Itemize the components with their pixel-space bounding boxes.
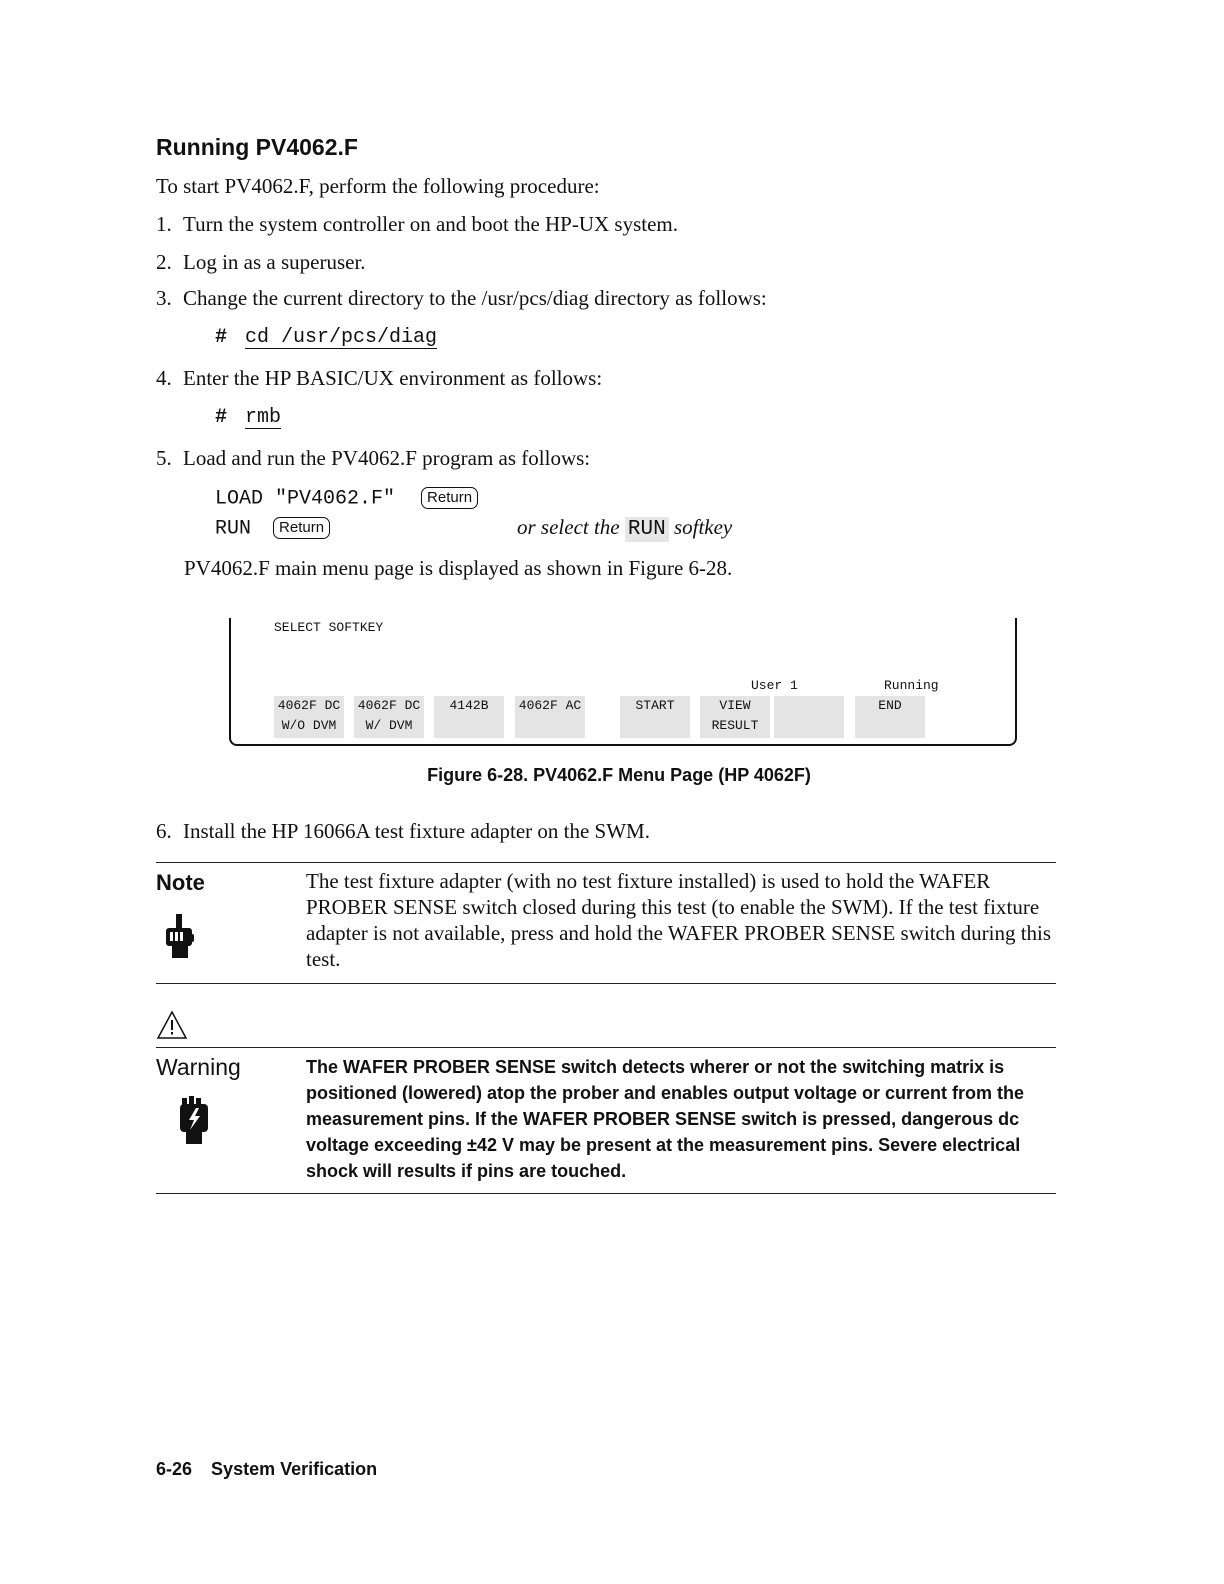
step-2 bbox=[156, 250, 366, 275]
run-command-line bbox=[215, 517, 330, 540]
warning-bottom-rule bbox=[156, 1193, 1056, 1194]
intro-text: To start PV4062.F, perform the following procedure: bbox=[156, 174, 600, 198]
note-top-rule bbox=[156, 862, 1056, 863]
softkey-label: RESULT bbox=[711, 718, 759, 733]
warning-triangle-icon bbox=[156, 1010, 188, 1044]
softkey-label: 4062F DC bbox=[357, 698, 421, 713]
hint-suffix: softkey bbox=[673, 515, 733, 539]
return-key: Return bbox=[273, 517, 330, 539]
hint-prefix: or select the bbox=[517, 515, 620, 539]
menu-screen bbox=[229, 618, 1017, 746]
step-5 bbox=[156, 446, 590, 471]
softkey-label: W/O DVM bbox=[281, 718, 337, 733]
step-4 bbox=[156, 366, 602, 391]
step-text: Install the HP 16066A test fixture adapter on the SWM. bbox=[183, 819, 650, 843]
load-command: LOAD "PV4062.F" bbox=[215, 487, 396, 511]
step-number: 1. bbox=[156, 212, 172, 236]
softkey-label: 4142B bbox=[449, 698, 489, 713]
menu-page-note: PV4062.F main menu page is displayed as shown in Figure 6-28. bbox=[184, 556, 733, 580]
warning-label: Warning bbox=[156, 1054, 241, 1080]
return-key: Return bbox=[421, 487, 478, 509]
run-softkey: RUN bbox=[625, 517, 669, 542]
pointing-hand-icon bbox=[162, 912, 198, 964]
step-number: 4. bbox=[156, 366, 172, 390]
note-text: The test fixture adapter (with no test fixture installed) is used to hold the WAFER PROBER SENSE switch closed during this test (to enable the SWM). If the test fixture adapter is not available, press and hold the WAFER PROBER SENSE switch during this test. bbox=[306, 869, 1052, 971]
softkey-start[interactable] bbox=[620, 696, 690, 738]
run-softkey-hint bbox=[517, 515, 732, 542]
step-text: Log in as a superuser. bbox=[183, 250, 366, 274]
step-text: Turn the system controller on and boot the HP-UX system. bbox=[183, 212, 679, 236]
section-heading: Running PV4062.F bbox=[156, 134, 358, 160]
cd-command: cd /usr/pcs/diag bbox=[245, 326, 438, 349]
warning-text: The WAFER PROBER SENSE switch detects wherer or not the switching matrix is positioned (lowered) atop the prober and enables output voltage or current from the measurement pins. If the WAFER PROBER SENSE switch is pressed, dangerous dc voltage exceeding ±42 V may be present at the measurement pins. Severe electrical shock will results if pins are touched. bbox=[306, 1057, 1025, 1181]
screen-title: SELECT SOFTKEY bbox=[274, 620, 384, 635]
softkey-label: 4062F AC bbox=[518, 698, 582, 713]
softkey-view-result[interactable] bbox=[700, 696, 770, 738]
page-footer bbox=[156, 1459, 377, 1480]
warning-top-rule bbox=[156, 1047, 1056, 1048]
softkey-label: VIEW bbox=[719, 698, 751, 713]
softkey-label: W/ DVM bbox=[365, 718, 413, 733]
note-label: Note bbox=[156, 870, 205, 895]
rmb-command: rmb bbox=[245, 406, 282, 429]
note-bottom-rule bbox=[156, 983, 1056, 984]
step-text: Change the current directory to the /usr/pcs/diag directory as follows: bbox=[183, 286, 767, 310]
run-command: RUN bbox=[215, 517, 252, 541]
step-3 bbox=[156, 286, 767, 311]
step-number: 2. bbox=[156, 250, 172, 274]
page-number: 6-26 bbox=[156, 1459, 193, 1479]
rmb-command-line bbox=[215, 406, 281, 429]
step-1 bbox=[156, 212, 678, 237]
user-indicator: User 1 bbox=[751, 678, 798, 693]
softkey-4062f-dc-wo-dvm[interactable] bbox=[274, 696, 344, 738]
shell-prompt: # bbox=[215, 406, 228, 429]
step-number: 6. bbox=[156, 819, 172, 843]
softkey-4142b[interactable] bbox=[434, 696, 504, 738]
section-name: System Verification bbox=[211, 1459, 378, 1479]
softkey-4062f-dc-w-dvm[interactable] bbox=[354, 696, 424, 738]
figure-caption: Figure 6-28. PV4062.F Menu Page (HP 4062F) bbox=[427, 765, 811, 785]
step-text: Enter the HP BASIC/UX environment as follows: bbox=[183, 366, 603, 390]
step-number: 5. bbox=[156, 446, 172, 470]
softkey-label: 4062F DC bbox=[277, 698, 341, 713]
cd-command-line bbox=[215, 326, 437, 349]
softkey-label: END bbox=[878, 698, 902, 713]
shell-prompt: # bbox=[215, 326, 228, 349]
step-number: 3. bbox=[156, 286, 172, 310]
softkey-end[interactable] bbox=[855, 696, 925, 738]
step-text: Load and run the PV4062.F program as follows: bbox=[183, 446, 591, 470]
status-indicator: Running bbox=[884, 678, 939, 693]
load-command-line bbox=[215, 487, 478, 510]
softkey-blank[interactable] bbox=[774, 696, 844, 738]
step-6 bbox=[156, 819, 650, 844]
softkey-4062f-ac[interactable] bbox=[515, 696, 585, 738]
shock-hand-icon bbox=[176, 1096, 212, 1150]
softkey-label: START bbox=[635, 698, 675, 713]
